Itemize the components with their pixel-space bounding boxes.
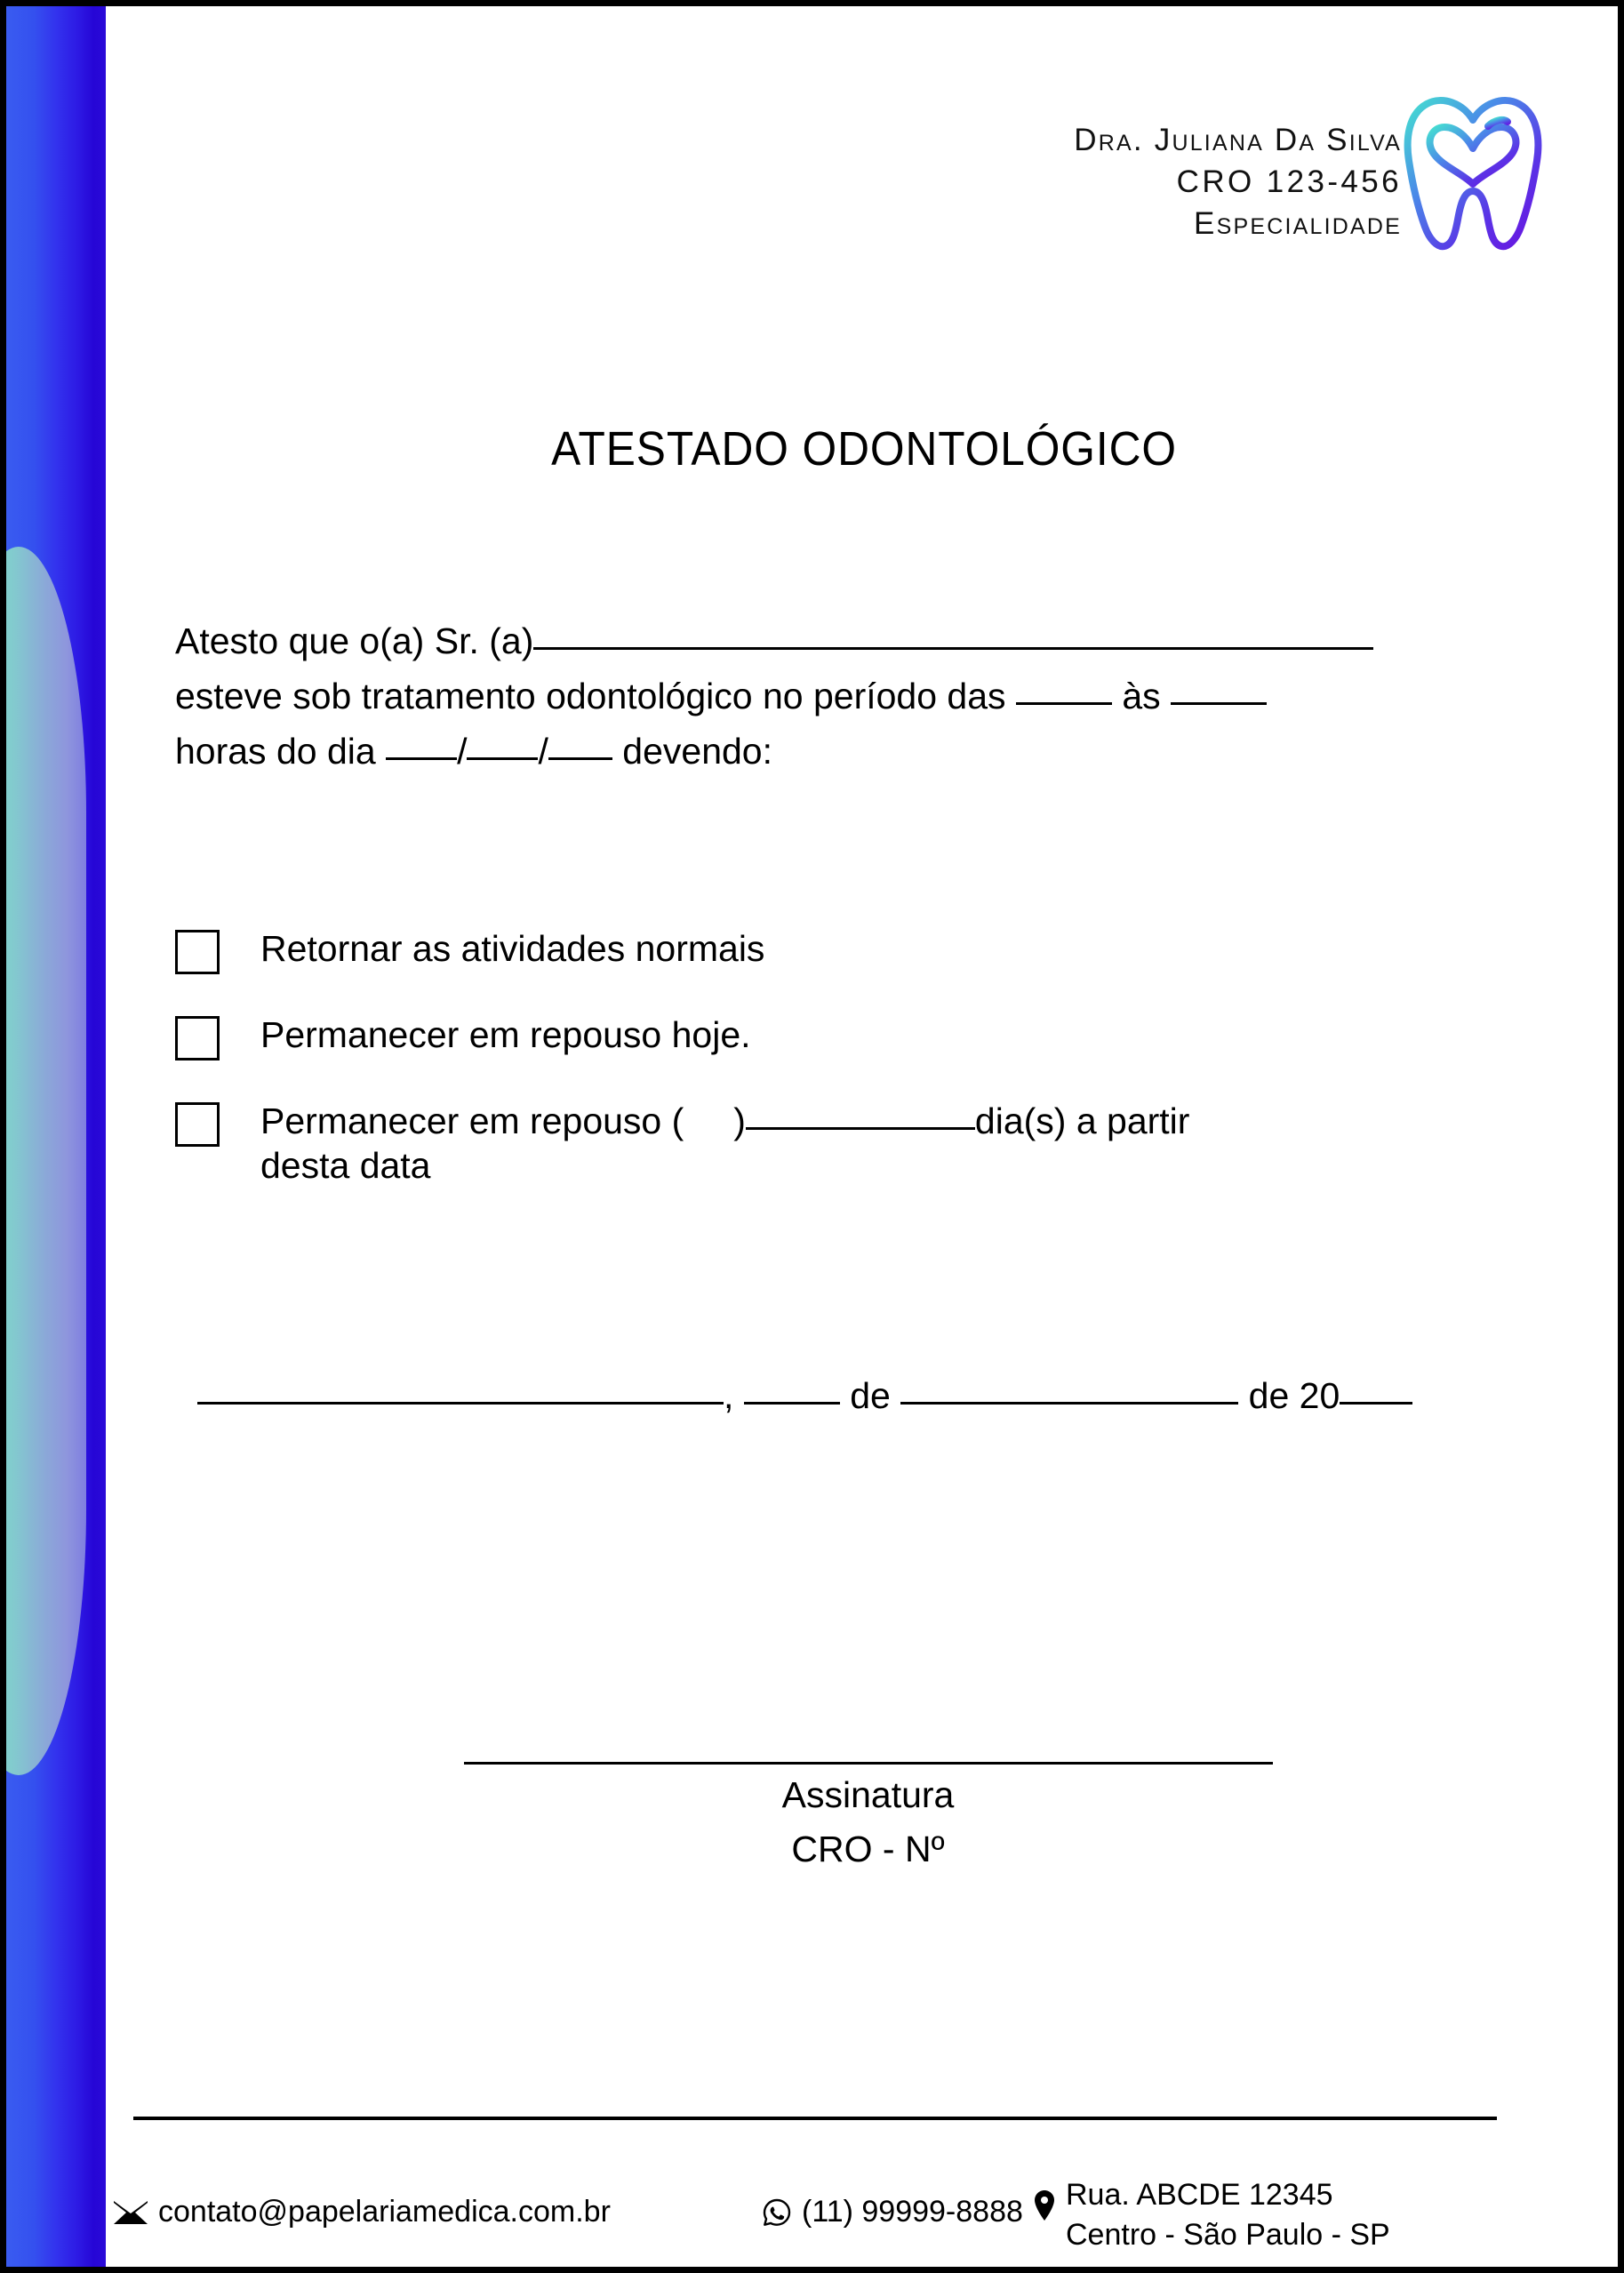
body-line-date <box>175 724 1433 779</box>
option-label-rest-days <box>260 1099 1437 1143</box>
year-blank[interactable] <box>548 757 612 760</box>
option-row-rest-today[interactable] <box>175 1012 1437 1064</box>
footer-address <box>1033 2175 1390 2255</box>
body-line3-prefix: horas do dia <box>175 731 376 772</box>
certificate-body <box>175 613 1433 779</box>
rest-days-close-paren: ) <box>733 1100 746 1141</box>
options-group <box>175 926 1437 1222</box>
date-day-blank[interactable] <box>744 1402 840 1405</box>
body-line3-suffix: devendo: <box>622 731 773 772</box>
date-de-1: de <box>850 1375 891 1416</box>
footer-address-line1: Rua. ABCDE 12345 <box>1066 2178 1333 2212</box>
clinic-header <box>931 120 1402 245</box>
date-comma: , <box>724 1375 734 1416</box>
option-row-return[interactable] <box>175 926 1437 978</box>
doctor-cro: CRO 123-456 <box>1176 164 1402 199</box>
body-line2-mid: às <box>1122 676 1161 716</box>
footer-address-text <box>1066 2175 1390 2255</box>
day-blank[interactable] <box>386 757 457 760</box>
footer-email-text: contato@papelariamedica.com.br <box>158 2195 611 2229</box>
footer-contact-bar <box>113 2175 1526 2273</box>
rest-days-suffix: dia(s) a partir <box>974 1100 1190 1141</box>
body-line-patient <box>175 613 1433 668</box>
signature-block <box>6 1762 1624 1873</box>
month-blank[interactable] <box>467 757 538 760</box>
doctor-specialty: Especialidade <box>1194 205 1402 241</box>
place-date-line <box>197 1375 1442 1417</box>
checkbox-rest-days[interactable] <box>175 1102 220 1147</box>
checkbox-rest-today[interactable] <box>175 1016 220 1060</box>
footer-email[interactable] <box>113 2195 611 2229</box>
rest-days-prefix: Permanecer em repouso ( <box>260 1100 684 1141</box>
start-time-blank[interactable] <box>1016 702 1112 705</box>
checkbox-return-activities[interactable] <box>175 930 220 974</box>
patient-name-blank[interactable] <box>533 647 1373 650</box>
footer-phone[interactable] <box>762 2195 1023 2229</box>
signature-line[interactable] <box>464 1762 1273 1765</box>
signature-label: Assinatura <box>781 1774 955 1815</box>
footer-phone-text: (11) 99999-8888 <box>802 2195 1023 2229</box>
doctor-name: Dra. Juliana Da Silva <box>1074 123 1402 157</box>
footer-address-line2: Centro - São Paulo - SP <box>1066 2218 1390 2252</box>
whatsapp-icon <box>762 2197 792 2228</box>
end-time-blank[interactable] <box>1171 702 1267 705</box>
body-line1-prefix: Atesto que o(a) Sr. (a) <box>175 620 534 661</box>
date-month-blank[interactable] <box>900 1402 1238 1405</box>
body-line-period <box>175 668 1433 724</box>
tooth-heart-logo-icon <box>1402 88 1544 257</box>
option-label-rest-days-sub: desta data <box>260 1145 431 1186</box>
date-slash-1: / <box>457 731 468 772</box>
envelope-icon <box>113 2200 148 2225</box>
body-line2-prefix: esteve sob tratamento odontológico no período das <box>175 676 1006 716</box>
date-slash-2: / <box>538 731 548 772</box>
option-row-rest-days[interactable] <box>175 1099 1437 1188</box>
date-year-blank[interactable] <box>1340 1402 1412 1405</box>
city-blank[interactable] <box>197 1402 724 1405</box>
date-de-2: de 20 <box>1248 1375 1340 1416</box>
decorative-side-band <box>6 6 106 2267</box>
option-label-rest-today: Permanecer em repouso hoje. <box>260 1014 751 1055</box>
footer-divider <box>133 2117 1497 2120</box>
location-pin-icon <box>1033 2189 1056 2221</box>
option-label-return: Retornar as atividades normais <box>260 928 765 969</box>
signature-cro-label: CRO - Nº <box>791 1829 945 1869</box>
rest-days-blank[interactable] <box>746 1127 975 1130</box>
side-band-teal-shape <box>6 547 86 1775</box>
document-title: ATESTADO ODONTOLÓGICO <box>551 422 1177 476</box>
